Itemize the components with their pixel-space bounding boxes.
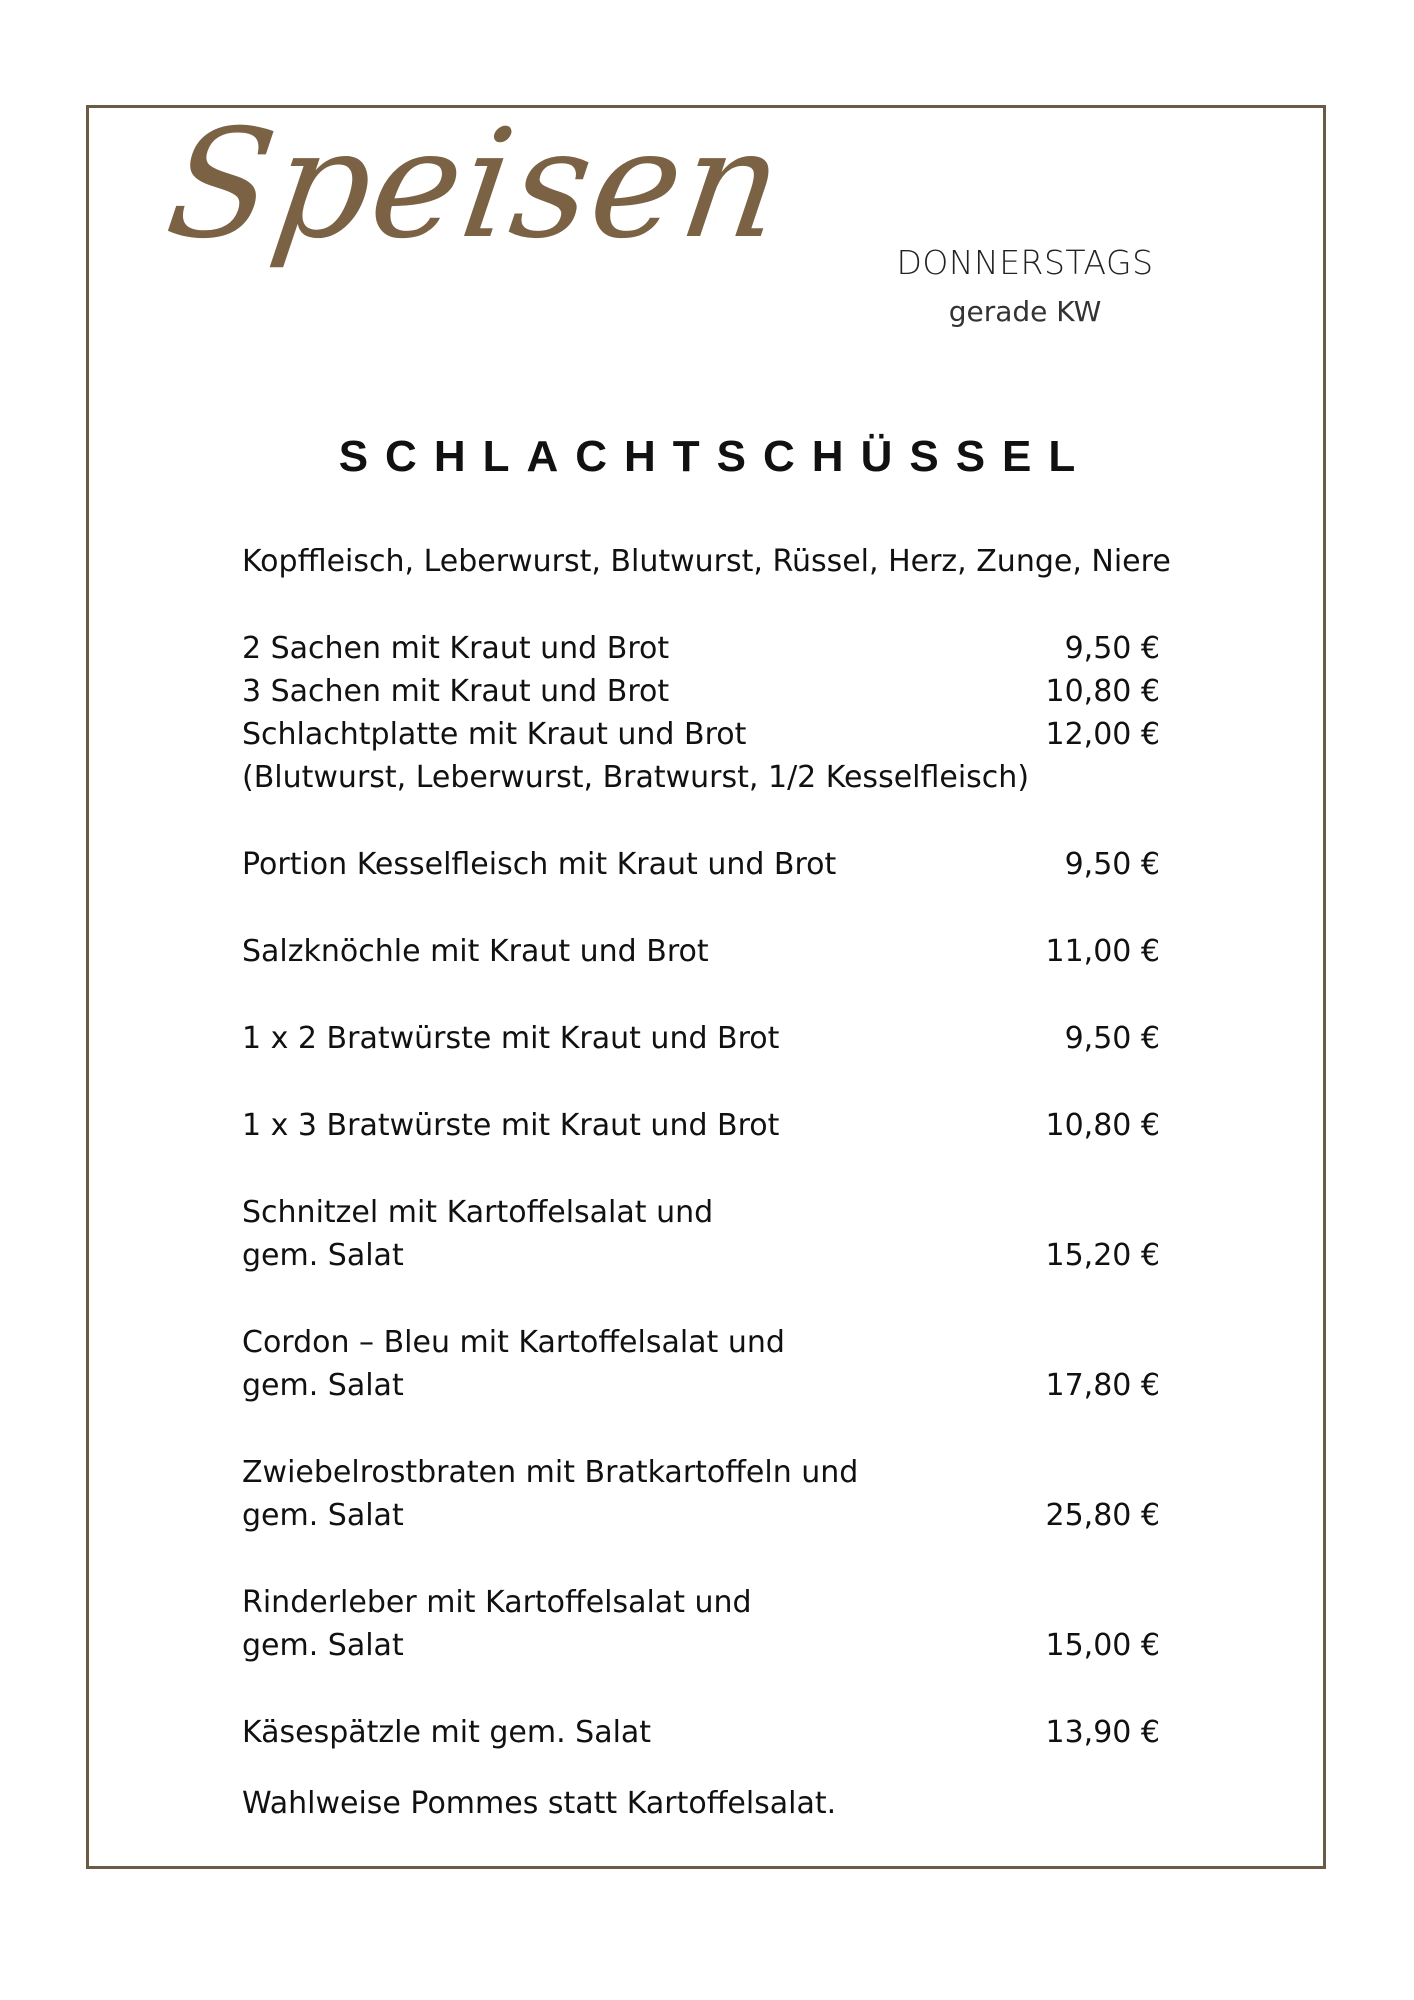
menu-item bbox=[242, 843, 1242, 886]
menu-item bbox=[242, 1104, 1242, 1147]
menu-item-name: Schnitzel mit Kartoffelsalat und bbox=[242, 1195, 714, 1230]
ingredients-line bbox=[242, 540, 1242, 583]
menu-item-price: 15,20 € bbox=[1045, 1238, 1160, 1273]
menu-item-price: 9,50 € bbox=[1064, 1021, 1160, 1056]
menu-item-price: 13,90 € bbox=[1045, 1715, 1160, 1750]
menu-item-name: 1 x 3 Bratwürste mit Kraut und Brot bbox=[242, 1108, 780, 1143]
menu-item-name: 1 x 2 Bratwürste mit Kraut und Brot bbox=[242, 1021, 780, 1056]
menu-item-name: 2 Sachen mit Kraut und Brot bbox=[242, 631, 670, 666]
menu-item bbox=[242, 1321, 1242, 1364]
menu-item-note bbox=[242, 756, 1242, 799]
menu-item bbox=[242, 1191, 1242, 1234]
week-label: gerade KW bbox=[948, 295, 1102, 328]
menu-item-name: Rinderleber mit Kartoffelsalat und bbox=[242, 1585, 752, 1620]
menu-item-price: 17,80 € bbox=[1045, 1368, 1160, 1403]
menu-item-name-cont: gem. Salat bbox=[242, 1498, 404, 1533]
menu-item-name-cont: gem. Salat bbox=[242, 1238, 404, 1273]
menu-item-name: Cordon – Bleu mit Kartoffelsalat und bbox=[242, 1325, 785, 1360]
menu-item-name: Zwiebelrostbraten mit Bratkartoffeln und bbox=[242, 1455, 859, 1490]
menu-item-price: 10,80 € bbox=[1045, 1108, 1160, 1143]
menu-item-name: 3 Sachen mit Kraut und Brot bbox=[242, 674, 670, 709]
menu-item-price: 11,00 € bbox=[1045, 934, 1160, 969]
menu-item bbox=[242, 627, 1242, 670]
menu-item bbox=[242, 1017, 1242, 1060]
menu-item bbox=[242, 930, 1242, 973]
footer-note bbox=[242, 1782, 1242, 1825]
menu-item-name: Käsespätzle mit gem. Salat bbox=[242, 1715, 652, 1750]
menu-item-price: 9,50 € bbox=[1064, 847, 1160, 882]
page-title: Speisen bbox=[157, 98, 795, 272]
menu-item-name-cont: gem. Salat bbox=[242, 1628, 404, 1663]
menu-item-price: 9,50 € bbox=[1064, 631, 1160, 666]
menu-item bbox=[242, 670, 1242, 713]
ingredients-text: Kopffleisch, Leberwurst, Blutwurst, Rüssel, Herz, Zunge, Niere bbox=[242, 544, 1171, 579]
menu-item bbox=[242, 713, 1242, 756]
footer-note-text: Wahlweise Pommes statt Kartoffelsalat. bbox=[242, 1786, 837, 1821]
menu-item-price: 25,80 € bbox=[1045, 1498, 1160, 1533]
menu-item bbox=[242, 1581, 1242, 1624]
menu-item bbox=[242, 1234, 1242, 1277]
menu-item bbox=[242, 1364, 1242, 1407]
menu-item-price: 15,00 € bbox=[1045, 1628, 1160, 1663]
menu-item-note-text: (Blutwurst, Leberwurst, Bratwurst, 1/2 Kesselfleisch) bbox=[242, 760, 1030, 795]
menu-item bbox=[242, 1494, 1242, 1537]
menu-item-price: 10,80 € bbox=[1045, 674, 1160, 709]
section-title: SCHLACHTSCHÜSSEL bbox=[338, 432, 1093, 481]
menu-item-name: Portion Kesselfleisch mit Kraut und Brot bbox=[242, 847, 837, 882]
menu-item bbox=[242, 1711, 1242, 1754]
menu-item-name-cont: gem. Salat bbox=[242, 1368, 404, 1403]
day-label: DONNERSTAGS bbox=[896, 243, 1154, 282]
menu-item bbox=[242, 1451, 1242, 1494]
menu-item-name: Schlachtplatte mit Kraut und Brot bbox=[242, 717, 747, 752]
menu-list bbox=[242, 540, 1242, 1825]
menu-item-price: 12,00 € bbox=[1045, 717, 1160, 752]
menu-item bbox=[242, 1624, 1242, 1667]
menu-item-name: Salzknöchle mit Kraut und Brot bbox=[242, 934, 709, 969]
